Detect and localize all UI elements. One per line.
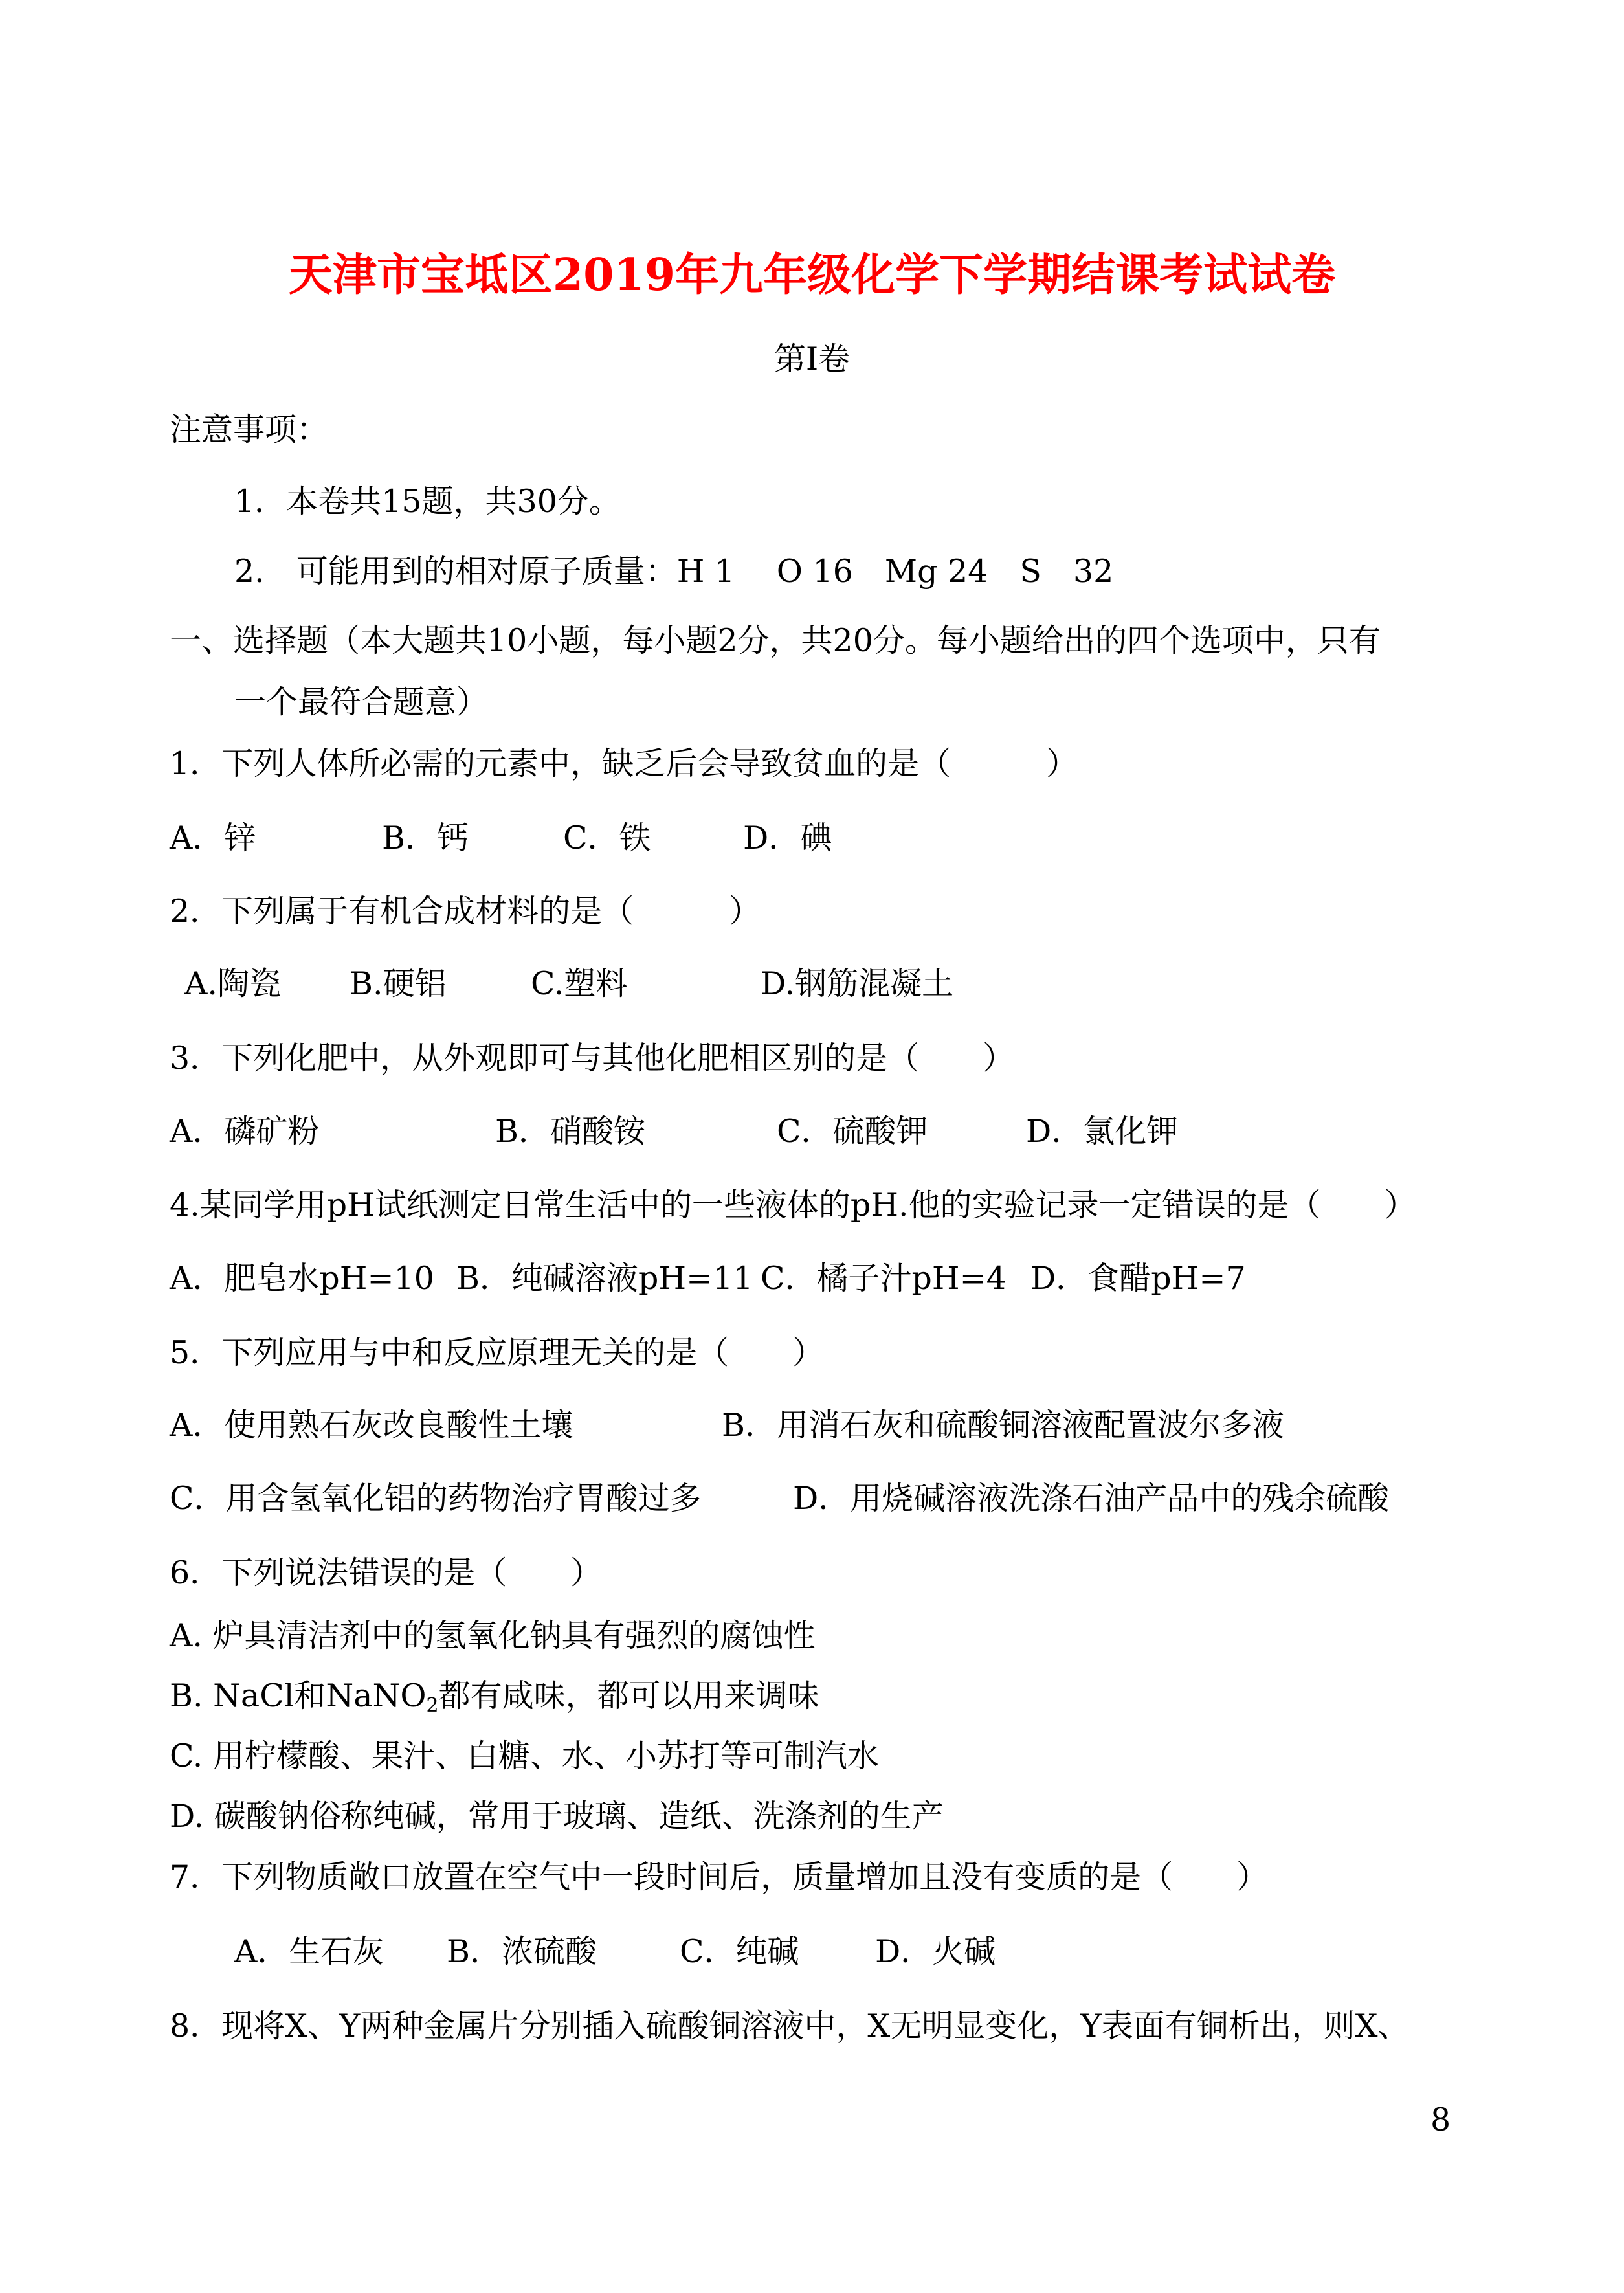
- question-5-option-c: C．用含氢氧化铝的药物治疗胃酸过多: [170, 1480, 702, 1517]
- question-3-stem: 3．下列化肥中，从外观即可与其他化肥相区别的是（ ）: [170, 1040, 1015, 1077]
- question-4-option-a: A．肥皂水pH=10: [170, 1260, 434, 1297]
- question-6-option-a: A. 炉具清洁剂中的氢氧化钠具有强烈的腐蚀性: [170, 1617, 816, 1654]
- question-6-option-c: C. 用柠檬酸、果汁、白糖、水、小苏打等可制汽水: [170, 1738, 879, 1774]
- question-2-option-d: D.钢筋混凝土: [761, 965, 954, 1002]
- question-5-option-a: A．使用熟石灰改良酸性土壤: [170, 1407, 573, 1444]
- question-7-option-d: D．火碱: [875, 1933, 996, 1970]
- question-5-stem: 5．下列应用与中和反应原理无关的是（ ）: [170, 1334, 825, 1371]
- section-heading: 一、选择题（本大题共10小题，每小题2分，共20分。每小题给出的四个选项中，只有: [170, 622, 1381, 659]
- question-6-option-b-subscript: 2: [426, 1694, 439, 1717]
- question-1-option-d: D．碘: [743, 820, 832, 856]
- question-7-option-c: C．纯碱: [680, 1933, 799, 1970]
- question-3-option-d: D．氯化钾: [1026, 1113, 1179, 1150]
- question-2-stem: 2．下列属于有机合成材料的是（ ）: [170, 893, 761, 930]
- question-7-option-b: B．浓硫酸: [447, 1933, 597, 1970]
- question-1-option-b: B．钙: [382, 820, 469, 856]
- exam-title: 天津市宝坻区2019年九年级化学下学期结课考试试卷: [288, 249, 1336, 301]
- question-1-option-a: A．锌: [170, 820, 256, 856]
- question-6-option-d: D. 碳酸钠俗称纯碱，常用于玻璃、造纸、洗涤剂的生产: [170, 1798, 944, 1835]
- question-5-option-d: D．用烧碱溶液洗涤石油产品中的残余硫酸: [793, 1480, 1390, 1517]
- question-2-option-c: C.塑料: [531, 965, 628, 1002]
- question-1-stem: 1．下列人体所必需的元素中，缺乏后会导致贫血的是（ ）: [170, 745, 1078, 782]
- question-7-option-a: A．生石灰: [234, 1933, 384, 1970]
- question-4-option-b: B．纯碱溶液pH=11: [456, 1260, 753, 1297]
- question-2-option-a: A.陶瓷: [184, 965, 281, 1002]
- question-6-stem: 6．下列说法错误的是（ ）: [170, 1554, 603, 1591]
- question-3-option-a: A．磷矿粉: [170, 1113, 320, 1150]
- question-6-option-b: [170, 1677, 819, 1716]
- volume-label: 第Ⅰ卷: [773, 341, 851, 377]
- notice-item-1: 1．本卷共15题，共30分。: [234, 483, 621, 520]
- question-8-stem: 8．现将X、Y两种金属片分别插入硫酸铜溶液中，X无明显变化，Y表面有铜析出，则X、: [170, 2008, 1410, 2044]
- page-number: 8: [1430, 2101, 1451, 2138]
- question-5-option-b: B．用消石灰和硫酸铜溶液配置波尔多液: [722, 1407, 1285, 1444]
- notice-heading: 注意事项：: [170, 411, 329, 448]
- section-heading-cont: 一个最符合题意）: [234, 684, 489, 721]
- question-4-option-d: D．食醋pH=7: [1030, 1260, 1246, 1297]
- question-3-option-b: B．硝酸铵: [495, 1113, 646, 1150]
- question-4-stem: 4.某同学用pH试纸测定日常生活中的一些液体的pH.他的实验记录一定错误的是（ ）: [170, 1187, 1416, 1224]
- question-7-stem: 7．下列物质敞口放置在空气中一段时间后，质量增加且没有变质的是（ ）: [170, 1859, 1269, 1896]
- question-3-option-c: C．硫酸钾: [777, 1113, 928, 1150]
- question-2-option-b: B.硬铝: [350, 965, 447, 1002]
- notice-item-2: 2. 可能用到的相对原子质量：H 1 O 16 Mg 24 S 32: [234, 553, 1114, 590]
- question-1-option-c: C．铁: [563, 820, 651, 856]
- question-4-option-c: C．橘子汁pH=4: [761, 1260, 1007, 1297]
- question-6-option-b-tail: 都有咸味，都可以用来调味: [438, 1677, 819, 1714]
- question-6-option-b-text: B. NaCl和NaNO: [170, 1677, 427, 1714]
